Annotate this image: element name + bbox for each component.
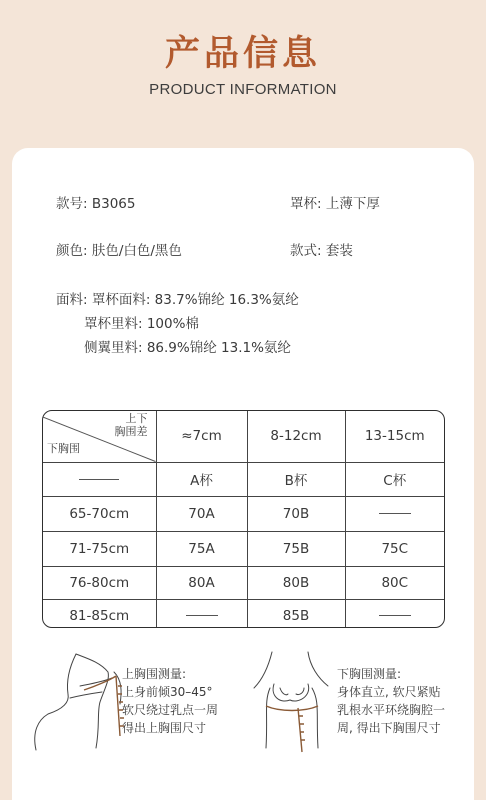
cup-row <box>43 462 444 496</box>
empty-cell <box>345 496 444 531</box>
page-header <box>0 0 486 148</box>
corner-top-label <box>115 412 148 438</box>
lower-bust-step1: 身体直立, 软尺紧贴 <box>337 685 441 699</box>
size-chart <box>42 410 445 628</box>
size-cell: 70B <box>247 496 345 531</box>
col-header: 8-12cm <box>247 411 345 462</box>
empty-cell <box>345 599 444 628</box>
band-cell: 81-85cm <box>43 599 156 628</box>
size-chart-corner <box>43 411 156 462</box>
size-cell: 80A <box>156 566 247 599</box>
page-subtitle: PRODUCT INFORMATION <box>149 81 337 98</box>
size-cell: 75B <box>247 531 345 566</box>
upper-bust-title: 上胸围测量: <box>122 667 187 681</box>
col-header: ≈7cm <box>156 411 247 462</box>
fabric-wing-lining: 侧翼里料: 86.9%锦纶 13.1%氨纶 <box>84 340 291 356</box>
cup-cell: B杯 <box>247 462 345 496</box>
fabric-cup-lining: 罩杯里料: 100%棉 <box>84 316 199 332</box>
cup-type: 罩杯: 上薄下厚 <box>290 196 380 212</box>
corner-top-line1: 上下 <box>125 412 148 425</box>
color-options: 颜色: 肤色/白色/黑色 <box>56 243 182 259</box>
size-cell: 85B <box>247 599 345 628</box>
table-row <box>43 599 444 628</box>
size-cell: 75C <box>345 531 444 566</box>
fabric-cup-outer: 面料: 罩杯面料: 83.7%锦纶 16.3%氨纶 <box>56 292 299 308</box>
upper-bust-step1: 上身前倾30–45° <box>122 685 213 699</box>
lower-bust-instructions <box>337 665 445 737</box>
col-header: 13-15cm <box>345 411 444 462</box>
empty-cell <box>156 599 247 628</box>
lower-bust-step2: 乳根水平环绕胸腔一 <box>337 703 446 717</box>
table-row <box>43 531 444 566</box>
upper-bust-instructions <box>122 665 218 737</box>
product-info-card <box>12 148 474 800</box>
size-cell: 70A <box>156 496 247 531</box>
cup-cell: A杯 <box>156 462 247 496</box>
size-chart-header-row <box>43 411 444 462</box>
size-cell: 80C <box>345 566 444 599</box>
upper-bust-step2: 软尺绕过乳点一周 <box>122 703 219 717</box>
table-row <box>43 566 444 599</box>
band-cell: 71-75cm <box>43 531 156 566</box>
lower-bust-title: 下胸围测量: <box>337 667 402 681</box>
size-cell: 75A <box>156 531 247 566</box>
empty-cell <box>43 462 156 496</box>
lower-bust-measure-illustration <box>250 644 340 756</box>
upper-bust-step3: 得出上胸围尺寸 <box>122 721 207 735</box>
size-cell: 80B <box>247 566 345 599</box>
table-row <box>43 496 444 531</box>
lower-bust-step3: 周, 得出下胸围尺寸 <box>337 721 441 735</box>
band-cell: 76-80cm <box>43 566 156 599</box>
corner-bottom-label: 下胸围 <box>47 441 80 455</box>
band-cell: 65-70cm <box>43 496 156 531</box>
page-title: 产品信息 <box>164 34 321 74</box>
style-type: 款式: 套装 <box>290 243 353 259</box>
corner-top-line2: 胸围差 <box>114 425 148 438</box>
cup-cell: C杯 <box>345 462 444 496</box>
model-number: 款号: B3065 <box>56 196 136 212</box>
